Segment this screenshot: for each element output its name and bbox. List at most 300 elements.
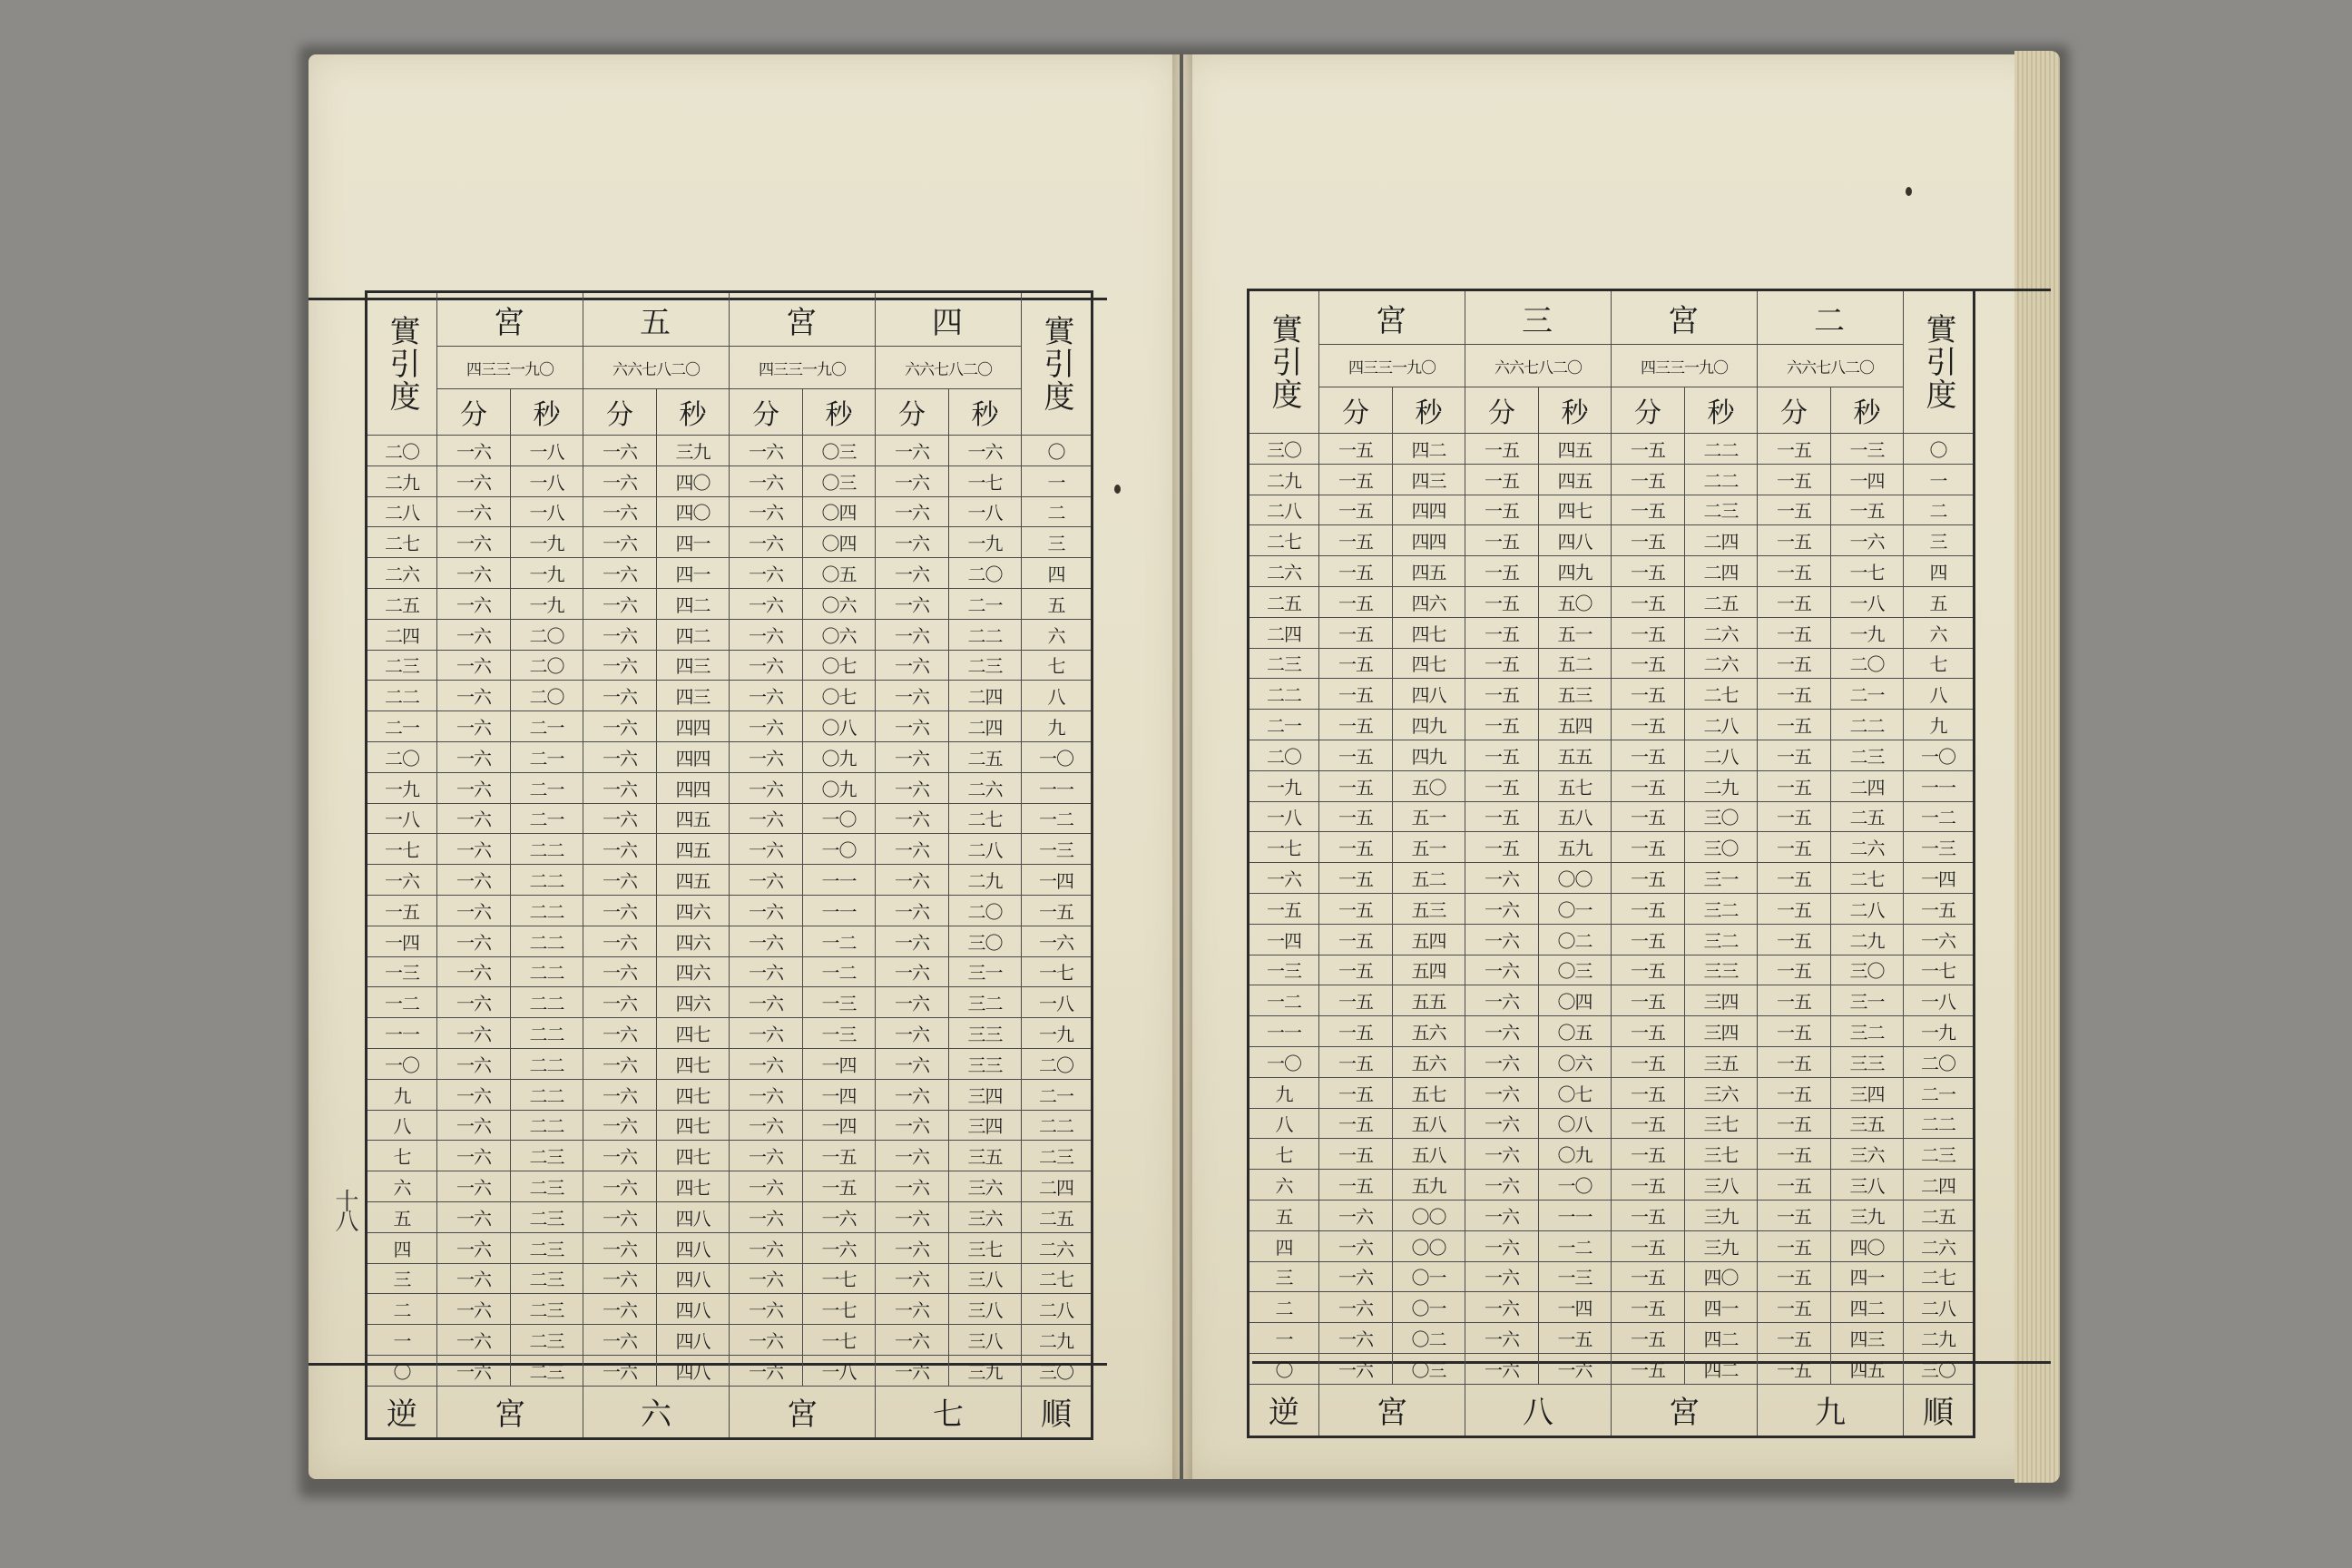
forward-degree-cell: 二一 bbox=[1904, 1077, 1975, 1108]
value-cell: 一六 bbox=[730, 865, 803, 896]
value-cell: 一五 bbox=[1758, 770, 1831, 801]
value-cell: 一〇 bbox=[803, 834, 876, 865]
value-cell: 一五 bbox=[1612, 434, 1685, 465]
value-cell: 一六 bbox=[437, 1263, 511, 1294]
value-cell: 四二 bbox=[657, 588, 730, 619]
value-cell: 四六 bbox=[657, 895, 730, 926]
value-cell: 一六 bbox=[876, 466, 949, 496]
unit-label: 分 bbox=[437, 389, 511, 436]
footer-label: 七 bbox=[876, 1386, 1022, 1438]
value-cell: 五五 bbox=[1539, 740, 1612, 770]
value-cell: 一六 bbox=[583, 1048, 657, 1079]
value-cell: 〇〇 bbox=[1393, 1230, 1465, 1261]
value-cell: 二八 bbox=[1831, 893, 1904, 924]
palace-label: 宮 bbox=[1612, 290, 1758, 345]
table-row bbox=[367, 1294, 1093, 1325]
value-cell: 一五 bbox=[1758, 832, 1831, 863]
value-cell: 〇一 bbox=[1539, 893, 1612, 924]
table-row bbox=[367, 1141, 1093, 1171]
forward-degree-cell: 一八 bbox=[1904, 985, 1975, 1016]
value-cell: 一六 bbox=[583, 1018, 657, 1049]
value-cell: 一六 bbox=[1465, 1353, 1539, 1384]
value-cell: 一五 bbox=[1758, 893, 1831, 924]
value-cell: 一五 bbox=[1758, 985, 1831, 1016]
forward-degree-cell: 二八 bbox=[1022, 1294, 1093, 1325]
table-row bbox=[367, 436, 1093, 466]
value-cell: 一五 bbox=[1319, 464, 1393, 495]
value-cell: 一六 bbox=[730, 1048, 803, 1079]
value-cell: 一五 bbox=[1831, 495, 1904, 525]
value-cell: 一六 bbox=[437, 772, 511, 803]
value-cell: 〇九 bbox=[1539, 1139, 1612, 1170]
seq-label: 四三三一九〇 bbox=[730, 347, 876, 389]
value-cell: 〇九 bbox=[803, 741, 876, 772]
value-cell: 一六 bbox=[583, 987, 657, 1018]
value-cell: 一五 bbox=[1758, 1292, 1831, 1323]
value-cell: 〇七 bbox=[803, 681, 876, 711]
value-cell: 一六 bbox=[437, 741, 511, 772]
value-cell: 三〇 bbox=[1831, 955, 1904, 985]
forward-degree-cell: 二 bbox=[1904, 495, 1975, 525]
forward-degree-cell: 八 bbox=[1904, 679, 1975, 710]
value-cell: 三七 bbox=[1685, 1108, 1758, 1139]
reverse-degree-cell: 七 bbox=[1249, 1139, 1319, 1170]
value-cell: 五四 bbox=[1393, 955, 1465, 985]
value-cell: 三六 bbox=[949, 1201, 1022, 1232]
value-cell: 一五 bbox=[1612, 586, 1685, 617]
value-cell: 一五 bbox=[1612, 648, 1685, 679]
value-cell: 五一 bbox=[1393, 832, 1465, 863]
value-cell: 一五 bbox=[1612, 1230, 1685, 1261]
value-cell: 四六 bbox=[1393, 586, 1465, 617]
value-cell: 一五 bbox=[1758, 1230, 1831, 1261]
value-cell: 一六 bbox=[1465, 924, 1539, 955]
value-cell: 二八 bbox=[949, 834, 1022, 865]
table-row bbox=[367, 895, 1093, 926]
forward-degree-cell: 三〇 bbox=[1022, 1355, 1093, 1386]
forward-degree-cell: 一二 bbox=[1022, 803, 1093, 834]
value-cell: 一六 bbox=[876, 1171, 949, 1202]
table-row bbox=[1249, 1230, 1975, 1261]
unit-label: 秒 bbox=[1685, 387, 1758, 434]
forward-degree-cell: 二八 bbox=[1904, 1292, 1975, 1323]
value-cell: 一五 bbox=[1758, 1108, 1831, 1139]
value-cell: 一六 bbox=[583, 558, 657, 589]
table-row bbox=[1249, 770, 1975, 801]
value-cell: 五五 bbox=[1393, 985, 1465, 1016]
value-cell: 一六 bbox=[1465, 985, 1539, 1016]
value-cell: 一六 bbox=[1465, 1292, 1539, 1323]
reverse-degree-cell: 七 bbox=[367, 1141, 437, 1171]
value-cell: 二一 bbox=[511, 741, 583, 772]
value-cell: 四八 bbox=[1539, 525, 1612, 556]
value-cell: 一六 bbox=[730, 956, 803, 987]
value-cell: 一八 bbox=[511, 436, 583, 466]
value-cell: 一六 bbox=[437, 436, 511, 466]
table-row bbox=[1249, 434, 1975, 465]
value-cell: 五八 bbox=[1393, 1108, 1465, 1139]
reverse-degree-cell: 二七 bbox=[1249, 525, 1319, 556]
unit-label: 秒 bbox=[1393, 387, 1465, 434]
value-cell: 一六 bbox=[583, 466, 657, 496]
reverse-degree-cell: 一六 bbox=[1249, 863, 1319, 894]
value-cell: 三〇 bbox=[949, 926, 1022, 956]
value-cell: 一六 bbox=[876, 772, 949, 803]
table-row bbox=[1249, 1016, 1975, 1047]
value-cell: 一六 bbox=[1319, 1230, 1393, 1261]
value-cell: 一六 bbox=[437, 496, 511, 527]
value-cell: 四六 bbox=[657, 926, 730, 956]
palace-label: 宮 bbox=[437, 292, 583, 347]
value-cell: 一六 bbox=[730, 1171, 803, 1202]
value-cell: 一五 bbox=[1465, 586, 1539, 617]
reverse-degree-cell: 四 bbox=[367, 1232, 437, 1263]
value-cell: 三三 bbox=[949, 1048, 1022, 1079]
value-cell: 一五 bbox=[1319, 924, 1393, 955]
value-cell: 五四 bbox=[1393, 924, 1465, 955]
unit-label: 分 bbox=[1758, 387, 1831, 434]
value-cell: 一〇 bbox=[803, 803, 876, 834]
value-cell: 〇三 bbox=[803, 466, 876, 496]
value-cell: 三九 bbox=[657, 436, 730, 466]
value-cell: 一五 bbox=[1758, 863, 1831, 894]
reverse-degree-cell: 二四 bbox=[367, 619, 437, 650]
value-cell: 三一 bbox=[1831, 985, 1904, 1016]
value-cell: 三五 bbox=[1831, 1108, 1904, 1139]
table-row bbox=[1249, 1353, 1975, 1384]
forward-degree-cell: 二二 bbox=[1904, 1108, 1975, 1139]
value-cell: 一六 bbox=[437, 926, 511, 956]
value-cell: 一六 bbox=[730, 1325, 803, 1356]
table-row bbox=[1249, 1108, 1975, 1139]
value-cell: 二六 bbox=[949, 772, 1022, 803]
forward-degree-cell: 二三 bbox=[1022, 1141, 1093, 1171]
value-cell: 二七 bbox=[949, 803, 1022, 834]
value-cell: 一六 bbox=[876, 1201, 949, 1232]
value-cell: 一六 bbox=[437, 1355, 511, 1386]
value-cell: 〇八 bbox=[1539, 1108, 1612, 1139]
value-cell: 二三 bbox=[511, 1171, 583, 1202]
value-cell: 一五 bbox=[1758, 434, 1831, 465]
value-cell: 一六 bbox=[730, 1110, 803, 1141]
value-cell: 一六 bbox=[730, 650, 803, 681]
forward-degree-cell: 二九 bbox=[1022, 1325, 1093, 1356]
unit-label: 秒 bbox=[511, 389, 583, 436]
value-cell: 四〇 bbox=[657, 466, 730, 496]
reverse-degree-cell: 八 bbox=[1249, 1108, 1319, 1139]
table-row bbox=[367, 588, 1093, 619]
value-cell: 一五 bbox=[1758, 495, 1831, 525]
value-cell: 一五 bbox=[1465, 770, 1539, 801]
value-cell: 三三 bbox=[1685, 955, 1758, 985]
value-cell: 四一 bbox=[1831, 1261, 1904, 1292]
value-cell: 一六 bbox=[730, 926, 803, 956]
value-cell: 一六 bbox=[1465, 1170, 1539, 1200]
value-cell: 二四 bbox=[1685, 556, 1758, 587]
value-cell: 三八 bbox=[949, 1325, 1022, 1356]
reverse-degree-cell: 二六 bbox=[367, 558, 437, 589]
value-cell: 一六 bbox=[583, 527, 657, 558]
reverse-degree-cell: 一五 bbox=[1249, 893, 1319, 924]
value-cell: 一五 bbox=[1319, 495, 1393, 525]
value-cell: 二三 bbox=[511, 1141, 583, 1171]
table-row bbox=[367, 1201, 1093, 1232]
value-cell: 一六 bbox=[583, 1171, 657, 1202]
value-cell: 四八 bbox=[657, 1263, 730, 1294]
value-cell: 一六 bbox=[583, 1232, 657, 1263]
value-cell: 一一 bbox=[1539, 1200, 1612, 1230]
value-cell: 三二 bbox=[949, 987, 1022, 1018]
value-cell: 二四 bbox=[1685, 525, 1758, 556]
footer-label: 逆 bbox=[1249, 1384, 1319, 1436]
footer-label: 宮 bbox=[437, 1386, 583, 1438]
value-cell: 一六 bbox=[876, 527, 949, 558]
value-cell: 一六 bbox=[876, 558, 949, 589]
value-cell: 〇五 bbox=[803, 558, 876, 589]
forward-degree-cell: 〇 bbox=[1904, 434, 1975, 465]
value-cell: 二二 bbox=[511, 1048, 583, 1079]
reverse-degree-cell: 一六 bbox=[367, 865, 437, 896]
value-cell: 一六 bbox=[583, 741, 657, 772]
reverse-degree-cell: 一一 bbox=[1249, 1016, 1319, 1047]
value-cell: 一四 bbox=[803, 1110, 876, 1141]
value-cell: 一八 bbox=[1831, 586, 1904, 617]
value-cell: 三七 bbox=[1685, 1139, 1758, 1170]
forward-degree-cell: 一五 bbox=[1904, 893, 1975, 924]
value-cell: 二二 bbox=[511, 834, 583, 865]
value-cell: 一五 bbox=[1758, 464, 1831, 495]
forward-degree-cell: 五 bbox=[1904, 586, 1975, 617]
reverse-degree-cell: 一八 bbox=[367, 803, 437, 834]
value-cell: 〇四 bbox=[1539, 985, 1612, 1016]
palace-label: 五 bbox=[583, 292, 730, 347]
value-cell: 三四 bbox=[1831, 1077, 1904, 1108]
forward-degree-cell: 二七 bbox=[1022, 1263, 1093, 1294]
value-cell: 一六 bbox=[876, 803, 949, 834]
value-cell: 一六 bbox=[1465, 955, 1539, 985]
value-cell: 一六 bbox=[437, 650, 511, 681]
reverse-degree-cell: 一三 bbox=[367, 956, 437, 987]
value-cell: 一六 bbox=[876, 681, 949, 711]
reverse-degree-cell: 二三 bbox=[367, 650, 437, 681]
value-cell: 一九 bbox=[511, 527, 583, 558]
value-cell: 二三 bbox=[1831, 740, 1904, 770]
table-row bbox=[367, 1079, 1093, 1110]
value-cell: 一六 bbox=[730, 588, 803, 619]
value-cell: 一五 bbox=[1319, 955, 1393, 985]
value-cell: 一六 bbox=[730, 741, 803, 772]
value-cell: 一五 bbox=[803, 1171, 876, 1202]
value-cell: 一五 bbox=[1319, 586, 1393, 617]
value-cell: 一六 bbox=[876, 1263, 949, 1294]
value-cell: 一五 bbox=[1758, 1353, 1831, 1384]
value-cell: 一九 bbox=[1831, 617, 1904, 648]
forward-degree-cell: 二二 bbox=[1022, 1110, 1093, 1141]
seq-label: 六六七八二〇 bbox=[1465, 345, 1612, 387]
value-cell: 〇三 bbox=[1393, 1353, 1465, 1384]
reverse-degree-cell: 二五 bbox=[367, 588, 437, 619]
unit-label: 分 bbox=[1465, 387, 1539, 434]
value-cell: 一五 bbox=[1612, 1046, 1685, 1077]
value-cell: 一六 bbox=[876, 987, 949, 1018]
right-table bbox=[1247, 289, 1975, 1438]
unit-label: 秒 bbox=[1831, 387, 1904, 434]
value-cell: 三六 bbox=[1831, 1139, 1904, 1170]
value-cell: 一六 bbox=[876, 619, 949, 650]
reverse-degree-cell: 〇 bbox=[1249, 1353, 1319, 1384]
value-cell: 二五 bbox=[949, 741, 1022, 772]
value-cell: 一五 bbox=[1612, 1353, 1685, 1384]
value-cell: 一六 bbox=[730, 987, 803, 1018]
value-cell: 一六 bbox=[730, 1141, 803, 1171]
footer-label: 順 bbox=[1904, 1384, 1975, 1436]
value-cell: 一五 bbox=[1758, 1016, 1831, 1047]
value-cell: 一二 bbox=[1539, 1230, 1612, 1261]
value-cell: 〇〇 bbox=[1393, 1200, 1465, 1230]
footer-label: 宮 bbox=[1319, 1384, 1465, 1436]
value-cell: 一五 bbox=[1465, 740, 1539, 770]
value-cell: 二一 bbox=[1831, 679, 1904, 710]
forward-degree-cell: 一三 bbox=[1022, 834, 1093, 865]
table-row bbox=[1249, 740, 1975, 770]
value-cell: 四八 bbox=[657, 1232, 730, 1263]
value-cell: 一四 bbox=[1831, 464, 1904, 495]
value-cell: 一六 bbox=[437, 1325, 511, 1356]
value-cell: 一六 bbox=[583, 1079, 657, 1110]
value-cell: 一六 bbox=[437, 834, 511, 865]
value-cell: 一五 bbox=[1758, 679, 1831, 710]
reverse-degree-cell: 一三 bbox=[1249, 955, 1319, 985]
value-cell: 二〇 bbox=[1831, 648, 1904, 679]
value-cell: 一四 bbox=[803, 1048, 876, 1079]
forward-degree-cell: 二四 bbox=[1022, 1171, 1093, 1202]
reverse-degree-cell: 二八 bbox=[367, 496, 437, 527]
value-cell: 一三 bbox=[1539, 1261, 1612, 1292]
forward-degree-cell: 一八 bbox=[1022, 987, 1093, 1018]
value-cell: 一五 bbox=[1319, 1077, 1393, 1108]
reverse-degree-cell: 一九 bbox=[1249, 770, 1319, 801]
value-cell: 一六 bbox=[730, 803, 803, 834]
value-cell: 一五 bbox=[1612, 863, 1685, 894]
value-cell: 二七 bbox=[1831, 863, 1904, 894]
value-cell: 二一 bbox=[511, 772, 583, 803]
reverse-degree-cell: 二〇 bbox=[367, 436, 437, 466]
reverse-degree-cell: 一七 bbox=[1249, 832, 1319, 863]
value-cell: 一八 bbox=[511, 496, 583, 527]
value-cell: 一五 bbox=[1612, 955, 1685, 985]
value-cell: 四〇 bbox=[1831, 1230, 1904, 1261]
table-row bbox=[367, 1171, 1093, 1202]
table-row bbox=[1249, 1170, 1975, 1200]
left-table bbox=[365, 290, 1093, 1440]
value-cell: 一六 bbox=[730, 1018, 803, 1049]
value-cell: 二一 bbox=[511, 711, 583, 742]
value-cell: 一九 bbox=[511, 558, 583, 589]
forward-degree-cell: 四 bbox=[1022, 558, 1093, 589]
value-cell: 四二 bbox=[657, 619, 730, 650]
value-cell: 一五 bbox=[1319, 863, 1393, 894]
value-cell: 二三 bbox=[1685, 495, 1758, 525]
table-row bbox=[367, 803, 1093, 834]
value-cell: 四八 bbox=[657, 1355, 730, 1386]
value-cell: 四五 bbox=[657, 865, 730, 896]
value-cell: 一五 bbox=[1319, 434, 1393, 465]
value-cell: 三二 bbox=[1685, 893, 1758, 924]
table-row bbox=[367, 1355, 1093, 1386]
value-cell: 一六 bbox=[876, 1018, 949, 1049]
value-cell: 一六 bbox=[583, 865, 657, 896]
value-cell: 一六 bbox=[1539, 1353, 1612, 1384]
reverse-degree-cell: 二二 bbox=[1249, 679, 1319, 710]
value-cell: 一八 bbox=[949, 496, 1022, 527]
value-cell: 二八 bbox=[1685, 740, 1758, 770]
value-cell: 一五 bbox=[1612, 464, 1685, 495]
value-cell: 一六 bbox=[876, 834, 949, 865]
value-cell: 三七 bbox=[949, 1232, 1022, 1263]
reverse-degree-cell: 二五 bbox=[1249, 586, 1319, 617]
value-cell: 四六 bbox=[657, 956, 730, 987]
value-cell: 一六 bbox=[583, 588, 657, 619]
value-cell: 四一 bbox=[657, 558, 730, 589]
value-cell: 二三 bbox=[511, 1325, 583, 1356]
value-cell: 四七 bbox=[657, 1141, 730, 1171]
value-cell: 四〇 bbox=[657, 496, 730, 527]
value-cell: 一六 bbox=[583, 895, 657, 926]
value-cell: 一五 bbox=[1612, 740, 1685, 770]
value-cell: 二二 bbox=[1685, 464, 1758, 495]
value-cell: 三八 bbox=[949, 1294, 1022, 1325]
value-cell: 一六 bbox=[949, 436, 1022, 466]
value-cell: 四八 bbox=[657, 1201, 730, 1232]
value-cell: 四三 bbox=[657, 681, 730, 711]
value-cell: 三二 bbox=[1685, 924, 1758, 955]
value-cell: 一五 bbox=[1612, 1292, 1685, 1323]
value-cell: 四五 bbox=[1393, 556, 1465, 587]
table-row bbox=[367, 496, 1093, 527]
value-cell: 一六 bbox=[583, 956, 657, 987]
value-cell: 一六 bbox=[583, 711, 657, 742]
unit-label: 分 bbox=[1319, 387, 1393, 434]
value-cell: 二二 bbox=[949, 619, 1022, 650]
unit-label: 分 bbox=[876, 389, 949, 436]
table-row bbox=[367, 772, 1093, 803]
value-cell: 一五 bbox=[1758, 648, 1831, 679]
forward-degree-cell: 五 bbox=[1022, 588, 1093, 619]
value-cell: 一五 bbox=[1758, 1200, 1831, 1230]
value-cell: 一五 bbox=[1465, 556, 1539, 587]
value-cell: 一六 bbox=[437, 1201, 511, 1232]
value-cell: 一七 bbox=[949, 466, 1022, 496]
value-cell: 一五 bbox=[1612, 770, 1685, 801]
value-cell: 一五 bbox=[1612, 1170, 1685, 1200]
value-cell: 一六 bbox=[730, 681, 803, 711]
forward-degree-cell: 三 bbox=[1022, 527, 1093, 558]
table-row bbox=[1249, 955, 1975, 985]
value-cell: 一六 bbox=[803, 1201, 876, 1232]
reverse-degree-cell: 二〇 bbox=[1249, 740, 1319, 770]
reverse-degree-cell: 二九 bbox=[367, 466, 437, 496]
reverse-degree-cell: 三 bbox=[367, 1263, 437, 1294]
value-cell: 一六 bbox=[876, 865, 949, 896]
value-cell: 二二 bbox=[511, 926, 583, 956]
value-cell: 一六 bbox=[1465, 1323, 1539, 1354]
forward-degree-cell: 三〇 bbox=[1904, 1353, 1975, 1384]
table-row bbox=[367, 619, 1093, 650]
reverse-degree-cell: 二四 bbox=[1249, 617, 1319, 648]
reverse-degree-cell: 一五 bbox=[367, 895, 437, 926]
forward-degree-cell: 二七 bbox=[1904, 1261, 1975, 1292]
value-cell: 一七 bbox=[803, 1325, 876, 1356]
